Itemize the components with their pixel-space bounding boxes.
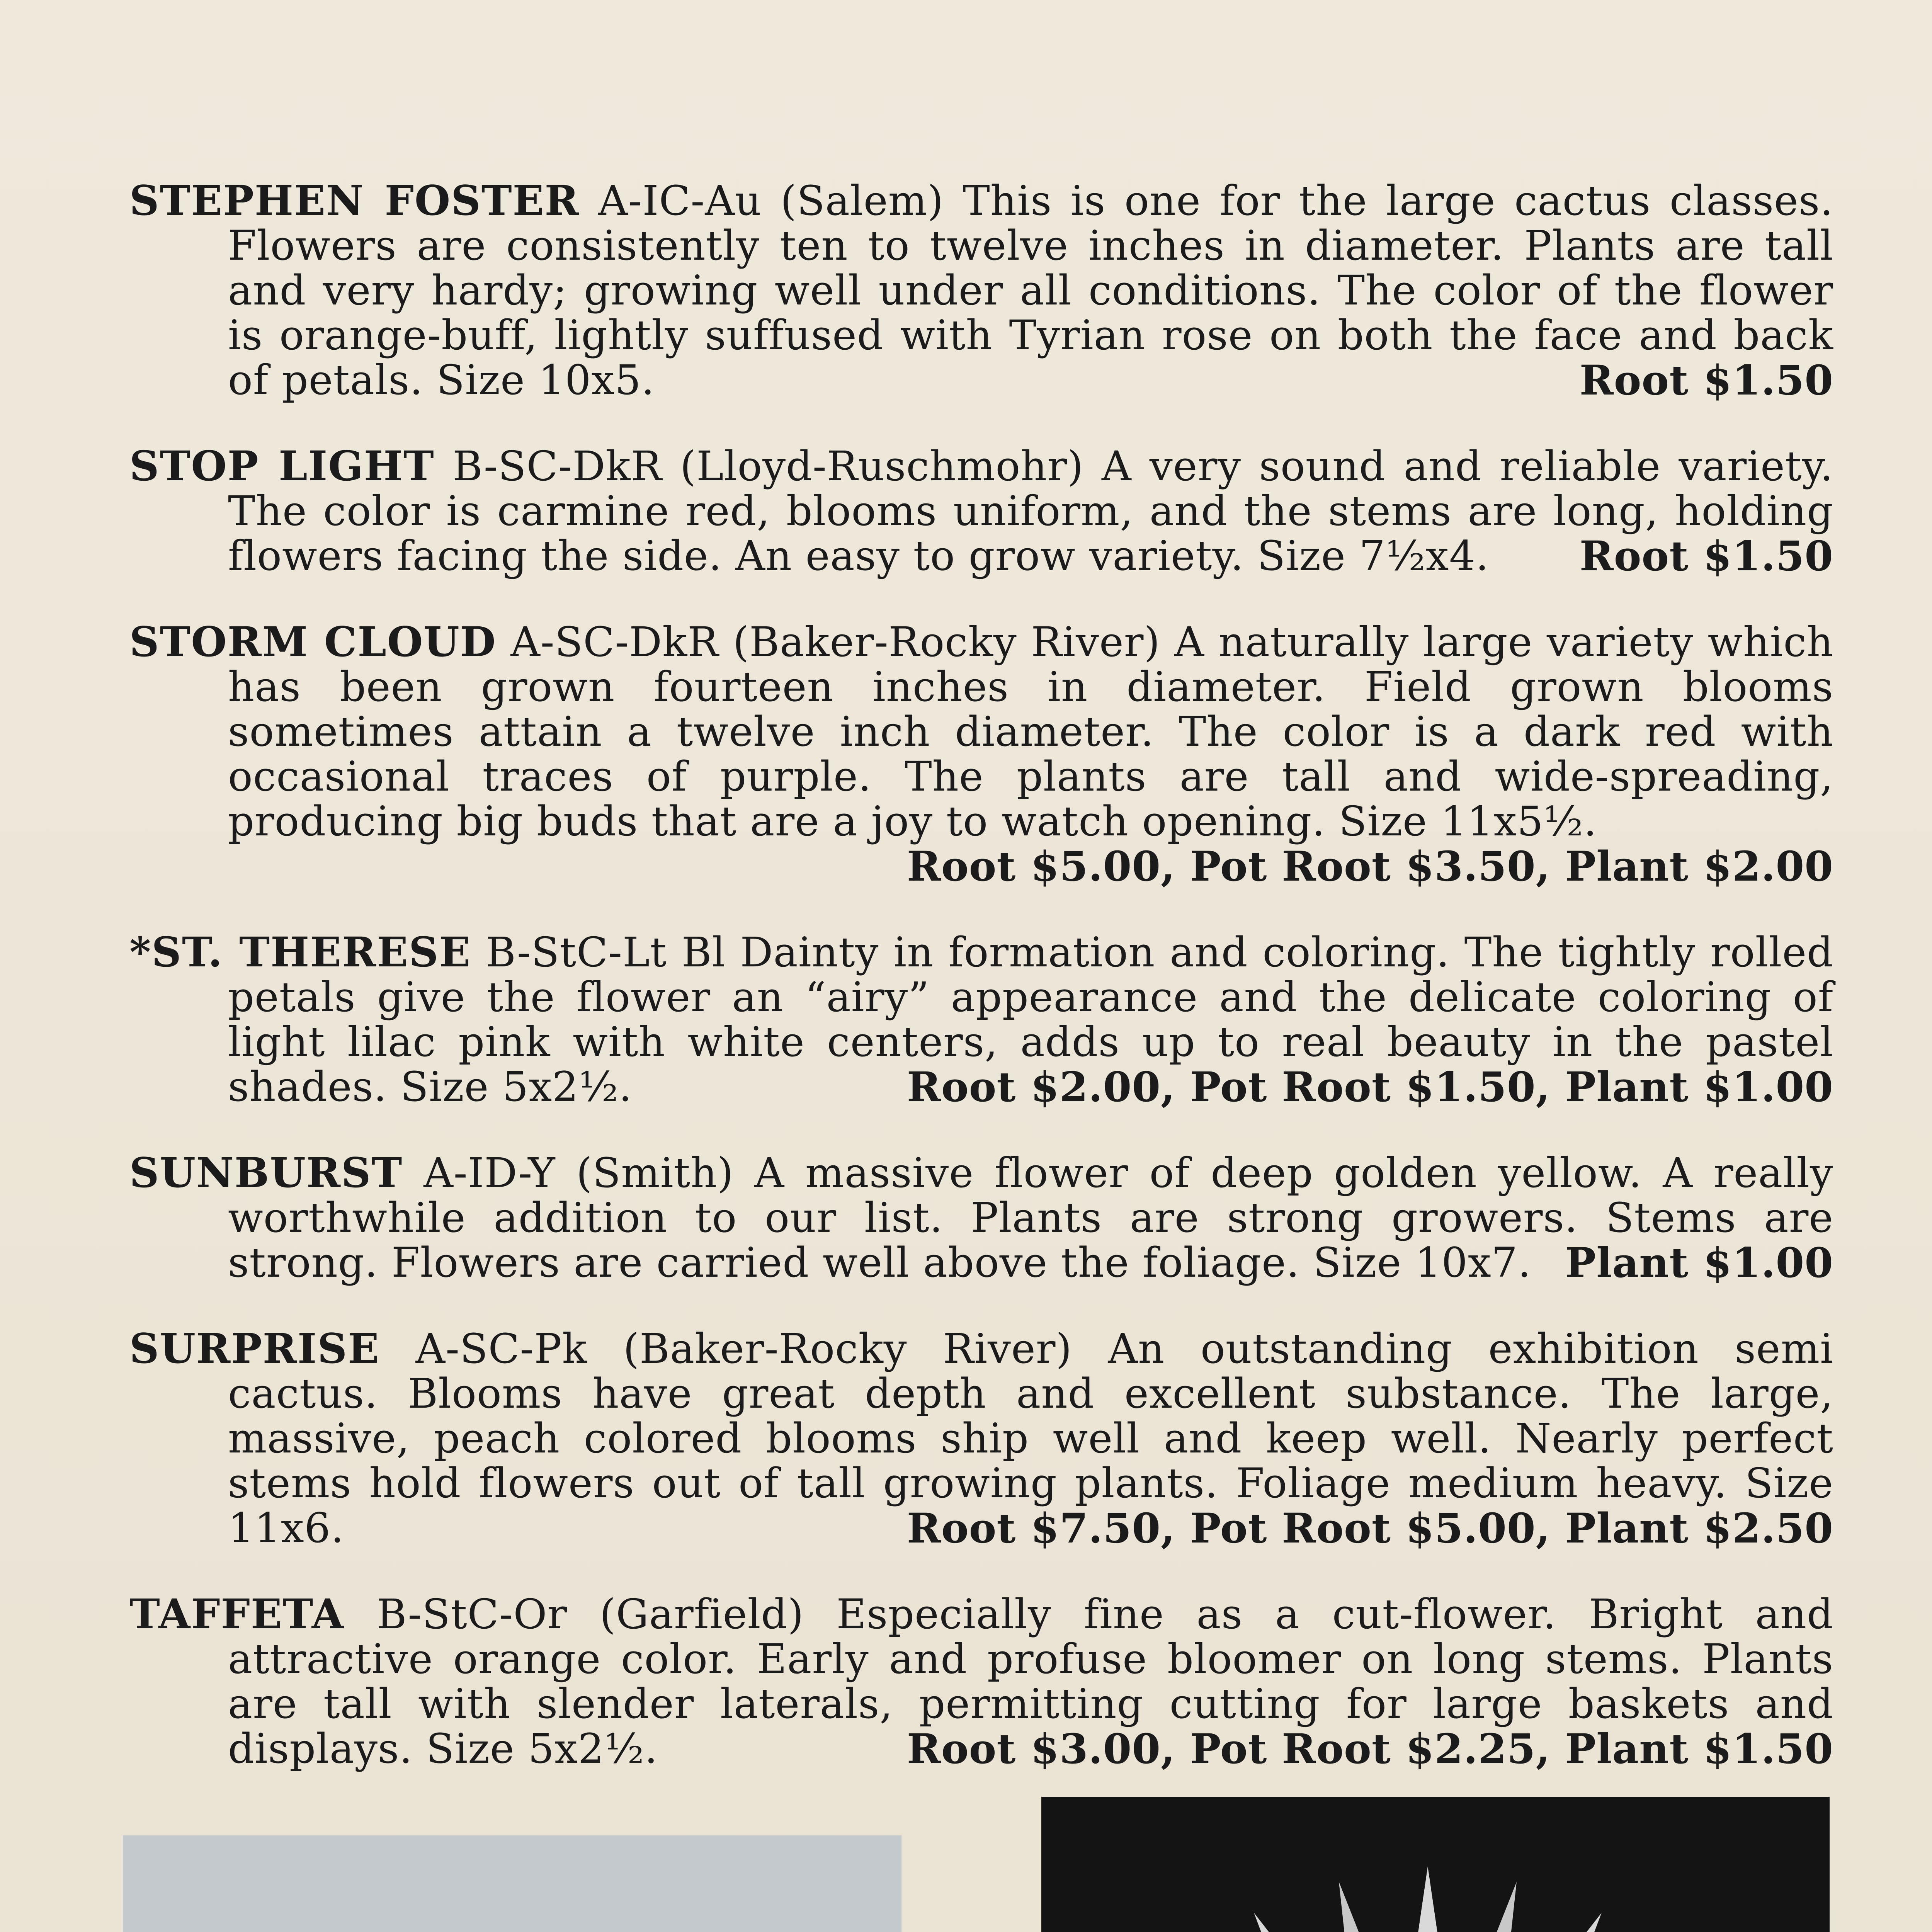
- entry-description: B-StC-Lt Bl Dainty in formation and coloring. The tightly rolled petals give the flower an “airy” appearance and the delicate coloring of light lilac pink with white centers, adds up to real beauty in the pastel shades. Size 5x2½.: [228, 929, 1834, 1111]
- entry-price: Root $5.00, Pot Root $3.50, Plant $2.00: [906, 842, 1833, 890]
- entry-list: [129, 137, 1833, 1794]
- entry-price: Root $2.00, Pot Root $1.50, Plant $1.00: [906, 1063, 1833, 1111]
- entry-st-therese: [129, 930, 1833, 1109]
- entry-description: A-SC-DkR (Baker-Rocky River) A naturally large variety which has been grown fourteen inches in diameter. Field grown blooms sometimes attain a twelve inch diameter. The color is a dark red with occasional traces of purple. The plants are tall and wide-spreading, producing big buds that are a joy to watch opening. Size 11x5½.: [228, 618, 1833, 845]
- entry-name: SUNBURST: [129, 1148, 403, 1197]
- entry-storm-cloud: [129, 619, 1833, 889]
- entry-name: TAFFETA: [129, 1590, 344, 1638]
- entry-description: A-IC-Au (Salem) This is one for the large cactus classes. Flowers are consistently ten to twelve inches in diameter. Plants are tall and very hardy; growing well under all conditions. The color of the flower is orange-buff, lightly suffused with Tyrian rose on both the face and back of petals. Size 10x5.: [228, 177, 1833, 404]
- entry-name: STOP LIGHT: [129, 442, 435, 490]
- entry-surprise: [129, 1326, 1833, 1551]
- entry-price: Plant $1.00: [1565, 1238, 1833, 1287]
- storm-cloud-photo: [123, 1835, 901, 1932]
- entry-price: Root $1.50: [1579, 356, 1833, 404]
- entry-name: *ST. THERESE: [129, 928, 471, 976]
- entry-stop-light: [129, 444, 1833, 578]
- entry-description: A-ID-Y (Smith) A massive flower of deep golden yellow. A really worthwhile addition to our list. Plants are strong growers. Stems are strong. Flowers are carried well above the foliage. Size 10x7.: [228, 1149, 1833, 1286]
- entry-sunburst: [129, 1150, 1833, 1285]
- entry-price: Root $1.50: [1579, 532, 1833, 580]
- storm-cloud-flower-illustration: [123, 1835, 901, 1932]
- entry-stephen-foster: [129, 178, 1833, 403]
- entry-description: B-StC-Or (Garfield) Especially fine as a cut-flower. Bright and attractive orange color. Early and profuse bloomer on long stems. Plants are tall with slender laterals, permitting cutting for large baskets and displays. Size 5x2½.: [228, 1590, 1833, 1772]
- entry-name: STEPHEN FOSTER: [129, 176, 580, 224]
- entry-description: B-SC-DkR (Lloyd-Ruschmohr) A very sound and reliable variety. The color is carmine red, blooms uniform, and the stems are long, holding flowers facing the side. An easy to grow variety. Size 7½x4.: [228, 442, 1833, 580]
- surprise-photo: [1041, 1797, 1830, 1932]
- surprise-flower-illustration: [1041, 1797, 1830, 1932]
- entry-name: SURPRISE: [129, 1324, 380, 1372]
- entry-taffeta: [129, 1592, 1833, 1771]
- entry-name: STORM CLOUD: [129, 617, 497, 666]
- entry-price: Root $7.50, Pot Root $5.00, Plant $2.50: [906, 1504, 1833, 1552]
- entry-description: A-SC-Pk (Baker-Rocky River) An outstanding exhibition semi cactus. Blooms have great depth and excellent substance. The large, massive, peach colored blooms ship well and keep well. Nearly perfect stems hold flowers out of tall growing plants. Foliage medium heavy. Size 11x6.: [228, 1325, 1833, 1552]
- entry-price: Root $3.00, Pot Root $2.25, Plant $1.50: [906, 1725, 1833, 1773]
